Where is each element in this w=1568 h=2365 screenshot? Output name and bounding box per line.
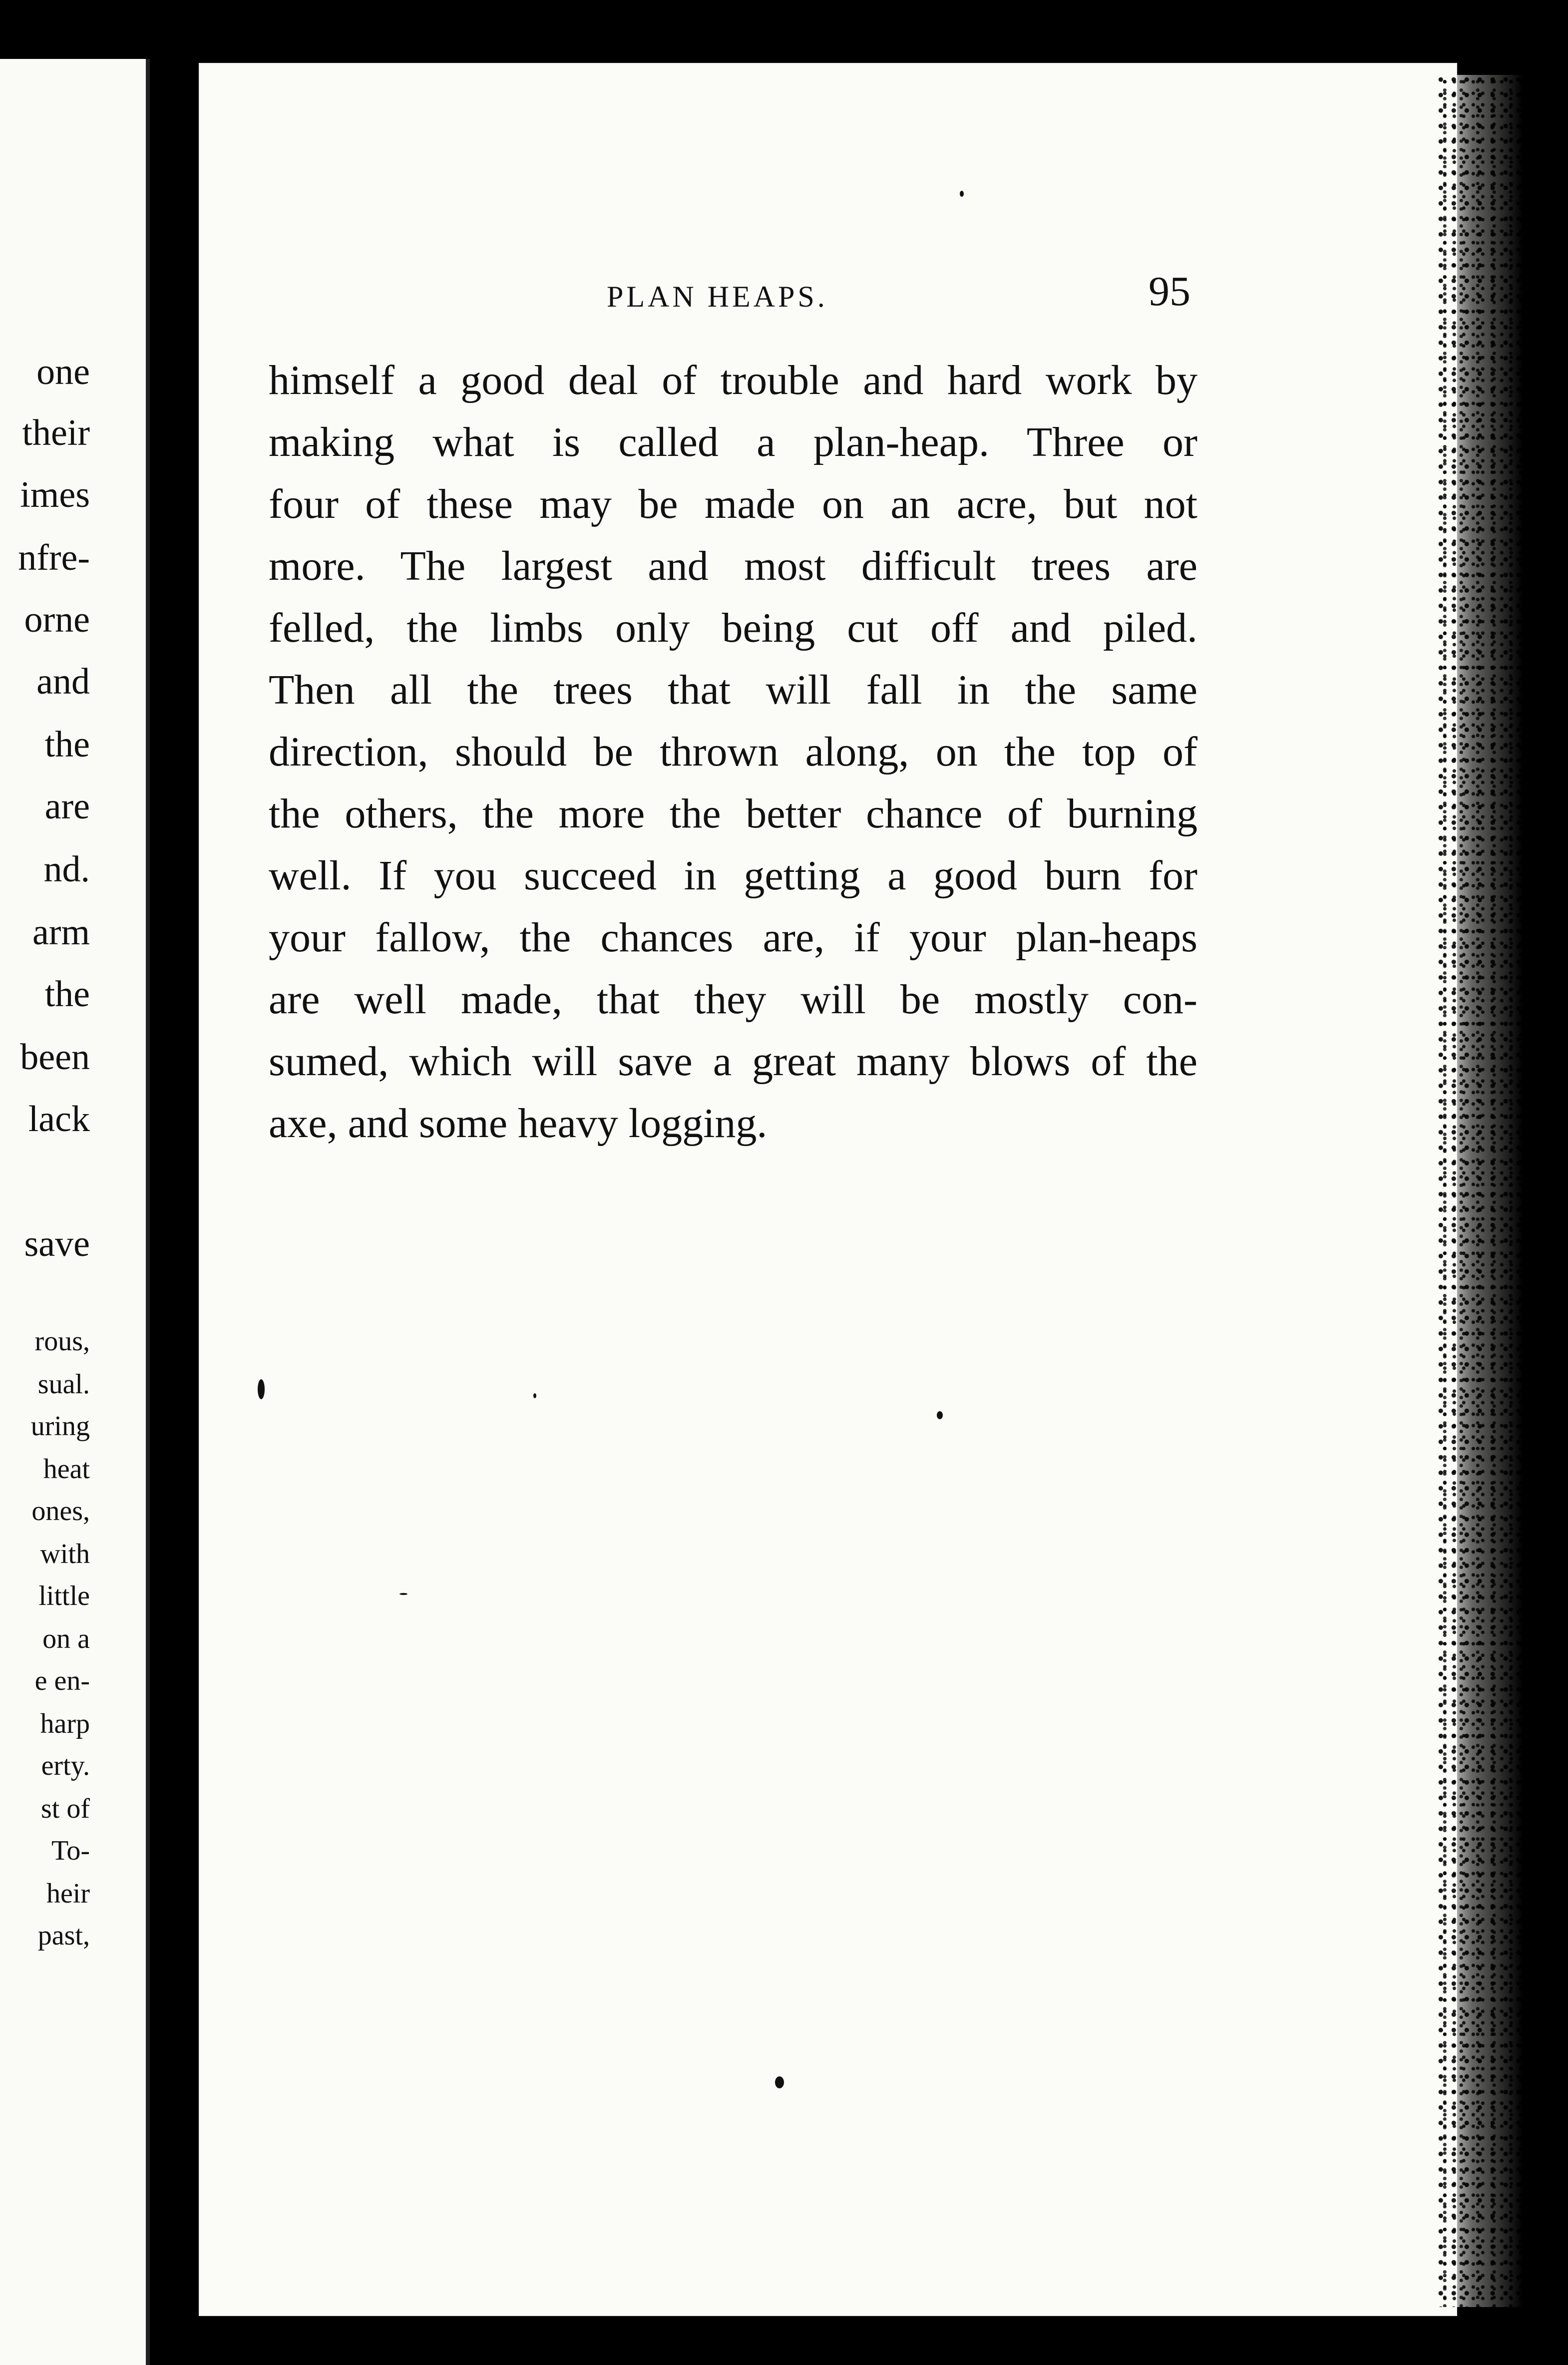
- text-line: axe, and some heavy logging.: [269, 1100, 768, 1147]
- scan-edge-shadow: [1438, 75, 1523, 2307]
- text-line: making what is called a plan-heap. Three or: [269, 419, 1197, 465]
- facing-line: arm: [32, 912, 90, 953]
- facing-line-small: st of: [41, 1793, 90, 1824]
- facing-line: lack: [28, 1099, 90, 1140]
- text-line: direction, should be thrown along, on the top of: [269, 729, 1197, 775]
- text-line: are well made, that they will be mostly con-: [269, 976, 1197, 1023]
- facing-line: orne: [24, 599, 90, 640]
- facing-page-fragment: [0, 59, 150, 2365]
- facing-line-small: harp: [40, 1708, 90, 1739]
- scan-speck: [960, 191, 964, 197]
- page-number: 95: [1149, 268, 1190, 315]
- facing-line-small: rous,: [34, 1326, 90, 1357]
- text-line: himself a good deal of trouble and hard work by: [269, 357, 1197, 403]
- facing-line-small: erty.: [41, 1750, 90, 1781]
- text-line: four of these may be made on an acre, but not: [269, 481, 1197, 527]
- text-line: Then all the trees that will fall in the same: [269, 667, 1197, 713]
- facing-line: imes: [20, 474, 90, 515]
- facing-line-small: on a: [42, 1623, 90, 1654]
- scan-speck: [533, 1393, 536, 1398]
- facing-line: save: [24, 1223, 90, 1264]
- scan-speck: [775, 2076, 784, 2088]
- facing-line-small: e en-: [34, 1665, 90, 1696]
- facing-line-small: heir: [46, 1878, 90, 1909]
- text-line: the others, the more the better chance of burning: [269, 790, 1197, 837]
- facing-line: one: [36, 352, 90, 393]
- scan-speck: [937, 1411, 943, 1419]
- text-line: sumed, which will save a great many blows of the: [269, 1038, 1197, 1085]
- facing-line: been: [20, 1037, 90, 1078]
- facing-line-small: little: [38, 1580, 90, 1611]
- running-head: PLAN HEAPS.: [607, 280, 828, 313]
- facing-line: and: [36, 661, 90, 702]
- text-line: well. If you succeed in getting a good burn for: [269, 852, 1197, 899]
- facing-line: the: [44, 724, 90, 765]
- text-line: felled, the limbs only being cut off and piled.: [269, 605, 1197, 651]
- facing-line: nd.: [43, 849, 90, 890]
- facing-line: nfre-: [18, 537, 90, 578]
- text-line: more. The largest and most difficult trees are: [269, 543, 1197, 589]
- facing-line-small: uring: [30, 1411, 90, 1442]
- facing-line-small: with: [40, 1539, 90, 1570]
- facing-line: are: [44, 786, 90, 827]
- page-gutter: [146, 59, 150, 2365]
- body-paragraph: [269, 350, 1197, 1155]
- scan-speck: [258, 1379, 265, 1399]
- facing-line-small: past,: [37, 1920, 90, 1951]
- facing-line: their: [22, 412, 90, 453]
- facing-line-small: To-: [51, 1835, 90, 1866]
- facing-line: the: [44, 974, 90, 1015]
- facing-line-small: ones,: [31, 1496, 90, 1527]
- text-line: your fallow, the chances are, if your plan-heaps: [269, 914, 1197, 961]
- scan-speck: [399, 1593, 407, 1595]
- facing-line-small: heat: [43, 1454, 90, 1485]
- facing-line-small: sual.: [37, 1369, 90, 1400]
